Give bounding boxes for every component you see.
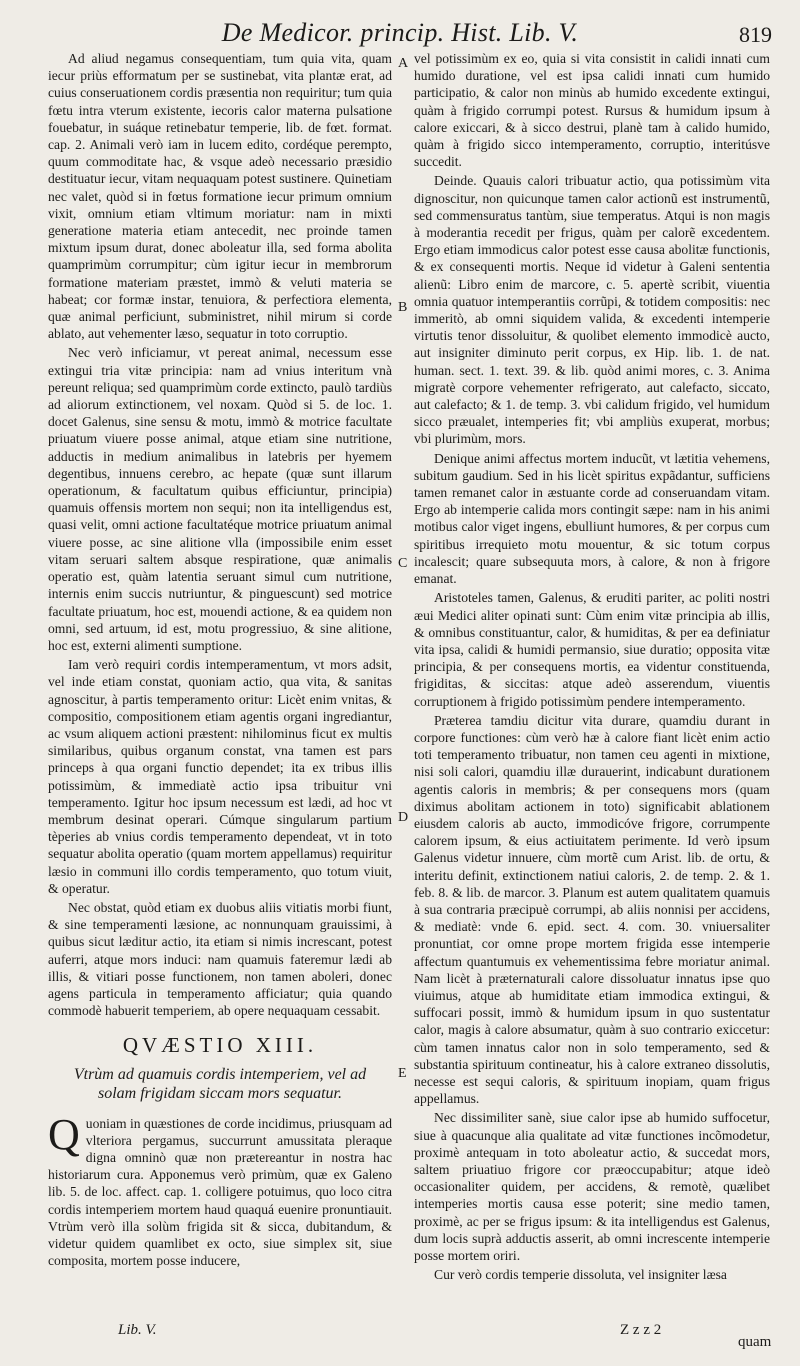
paragraph: Aristoteles tamen, Galenus, & eruditi pariter, ac politi nostri æui Medici aliter opinati sunt: Cùm enim vitæ principia ab illis, & omnibus constituantur, calor, & humiditas, & per ea definiatur vita ipsa, calidi & humidi permansio, siue duratio; opposita vitæ principia, & per consequens mortis, ea videntur constituenda, frigiditas, & siccitas: atque adeò asserendum, viuentis corruptionem à frigido potissimùm pendere intemperamento. — [414, 590, 770, 709]
page-number: 819 — [739, 22, 772, 47]
paragraph: Præterea tamdiu dicitur vita durare, quamdiu durant in corpore functiones: cùm verò hæ à calore fiant licèt enim actio toti temperamento tribuatur, non tamen ceu agenti in mixtione, nisi soli calori, quamdiu illæ durauerint, indicabunt durationem agentis caloris in membris; & per consequens mors (quam diximus abolitam actionem in toto) significabit ablationem eiusdem caloris ab aucto, immodicóve frigore, corrumpente calorem ipsum, & eius actiuitatem perimente. Id verò ipsum Galenus videtur innuere, cùm mortẽ cum Arist. lib. de ortu, & interitu definit, extinctionem natiui caloris, 2. de temp. 2. & 1. feb. 8. & lib. de marcor. 3. Planum est autem qualitatem quamuis à sua contraria præcipuè corrumpi, ab aliis nonnisi per accidens, & mediatè: vnde 6. epid. sect. 4. com. 30. vniuersaliter pronuntiat, cor omne prope mortem frigida esse intemperie affectum quantumuis ex vehementissima febre moriatur animal. Nam licèt à præternaturali calore dissoluatur innatus ipse quo viuimus, atque ab humiditate etiam immodica extingui, & suffocari possit, immò & humidum ipsum in quo sustentatur calor, magis à calore absumatur, quàm à suo contrario exiccetur: cùm tamen innatus calor non in solo temperamento, sed & substantia spirituum contineatur, his à calore extraneo dissolutis, necesse est sequi caloris, & spirituum inopiam, quam frigus appellamus. — [414, 712, 770, 1107]
paragraph: Nec verò inficiamur, vt pereat animal, necessum esse extingui tria vitæ principia: nam ad vnius interitum vnà pereunt reliqua; sed quamprimùm corde extincto, paulò tardiùs ad aliorum extinctionem, vel noxam. Quòd si 5. de loc. 1. docet Galenus, sine sensu & motu, immò & motrice facultate priuatum viuere posse animal, atque etiam sine nutritione, adductis in medium animalibus in latebris per hyemem degentibus, innuens cerebro, ac hepate (quæ sunt illarum operationum, & facultatum quibus efficiuntur, principia) quamuis offensis mortem non sequi; non ita intelligendus est, quasi velit, omni actione facultatéque motrice priuatum animal viuere posse, ac sine alitione vlla (impossibile enim esset vitam seruari saltem absque respiratione, quæ animalis operatio est, quàm latentia seruant simul cum nutritione, internis enim succis nutriuntur, & pinguescunt) sed motrice facultate priuatum, hoc est, mouendi actione, & ea quidem non omni, sed artuum, id est, motu progressiuo, & sine alitione, hoc est, externi alimenti sumptione. — [48, 345, 392, 653]
margin-letter-a: A — [398, 56, 409, 71]
paragraph: Nec dissimiliter sanè, siue calor ipse ab humido suffocetur, siue à quacunque alia qualitate ad vitæ functiones incõmodetur, proximè antequam in toto aboleatur actio, & succedat mors, saltem priuatiuo frigore cor præoccupabitur; atque ideò occasionaliter quidem, per accidens, & remotè, quælibet intemperies mortis causa esse poterit; sine medio tamen, proximè, ac per se frigus ipsum: & ita intelligendus est Galenus, dum locis suprà adductis asserit, ab omni increscente intemperie posse mortem oriri. — [414, 1110, 770, 1264]
paragraph: Iam verò requiri cordis intemperamentum, vt mors adsit, vel inde etiam constat, quoniam actio, qua vita, & sanitas agnoscitur, à partis temperamento oritur: Licèt enim vnitas, & compositio, compositionem etiam agentis organi ingrediantur, ac vsum aliquem actioni præstent: nihilominus ficut ex multis similaribus, quibus organum constat, vna tamen est pars princeps à qua organi functio dependet; ita ex tribus illis potissimùm, & immediatè actio ipsa tribuitur vni temperamento. Igitur hoc ipsum necessum est lædi, ad hoc vt membrum desinat operari. Cúmque singularum partium tèperies ab vnius cordis temperamento dependeat, vt in toto sequatur abolita operatio (quam mortem appellamus) requiritur læsio in communi illo cordis temperamento, quo totum viuit, & operatur. — [48, 657, 392, 896]
left-column — [48, 50, 392, 1271]
margin-letter-c: C — [398, 556, 408, 571]
drop-cap: Q — [48, 1109, 80, 1159]
question-paragraph-text: uoniam in quæstiones de corde incidimus, priusquam ad vlteriora pergamus, succurrunt amussitata pleraque digna omninò quæ non prætereantur in nostra hac historiarum cura. Apponemus verò primùm, quæ ex Galeno lib. 5. de loc. affect. cap. 1. colligere potuimus, quo loco citra cordis intemperiem mortem haud quaquá euenire pronuntiauit. Vtrùm verò illa solùm frigida sit & sicca, dubitandum, & videtur quidem quamlibet ex octo, siue simplex sit, siue composita, mortem posse inducere, — [48, 1115, 392, 1269]
margin-letter-b: B — [398, 300, 408, 315]
footer-signature: Z z z 2 — [620, 1322, 662, 1338]
footer-book-label: Lib. V. — [118, 1322, 157, 1338]
question-subtitle: Vtrùm ad quamuis cordis intemperiem, vel ad solam frigidam siccam mors sequatur. — [73, 1065, 367, 1102]
margin-letter-e: E — [398, 1066, 407, 1081]
running-header: De Medicor. princip. Hist. Lib. V. — [221, 18, 579, 47]
paragraph: Denique animi affectus mortem inducũt, vt lætitia vehemens, subitum gaudium. Sed in his licèt spiritus expãdantur, sufficiens tamen remanet calor in æstuante corde ad conseruandam vitam. Ergo ab intemperie calida mors contingit sæpe: nam in his animi motibus calor viget ingens, ebulliunt humores, & per corpus cum spiritibus irrequieto motu mouentur, & sic totum corpus incalescit; quare subsequuta mors, à calore, & non à frigore emanat. — [414, 450, 770, 587]
question-title: QVÆSTIO XIII. — [122, 1033, 318, 1058]
margin-letter-d: D — [398, 810, 409, 825]
paragraph: vel potissimùm ex eo, quia si vita consistit in calidi innati cum humido duratione, vel est ipsa calidi innati cum humido participatio, & calor non minùs ab humido excedente extingui, quàm à frigido corrumpi potest. Rursus & humidum ipsum à calore exiccari, & à sicco destrui, planè tam à calido humido, quàm à frigido sicco intemperamento, corruptio, interitúsve succedit. — [414, 51, 770, 170]
paragraph: Cur verò cordis temperie dissoluta, vel insigniter læsa — [434, 1267, 727, 1283]
question-paragraph — [48, 1109, 392, 1270]
paragraph: Ad aliud negamus consequentiam, tum quia vita, quam iecur priùs efformatum per se sustinebat, vita plantæ erat, ad cuius conseruationem cordis præsentia non requiritur; tum quia fœtu intra vterum existente, iecoris calor materna pulsatione fouebatur, in suáque retinebatur temperie, lib. de fœt. format. cap. 2. Animali verò iam in lucem edito, cordéque perempto, quum commoditate hac, & vsque adeò necessario præsidio destituatur iecur, vitam nequaquam potest sustinere. Quinetiam nec valet, quòd si in fœtus formatione iecur primum omnium vixit, omnium etiam vltimum moriatur: nam in mixti generatione materia etiam antecedit, nec proinde tamen mixtum ipsum durat, donec aboleatur illa, sed forma abolita quamprimùm corrumpitur; cùm igitur iecur in membrorum formatione materiam præstet, immò & veluti materia se habeat; cor formæ instar, tenuiora, & perfectiora elementa, quæ animal perficiunt, subministret, nihil mirum si corde ablato, aut vehementer læso, sequatur in toto corruptio. — [48, 51, 392, 342]
paragraph: Deinde. Quauis calori tribuatur actio, qua potissimùm vita dignoscitur, non quicunque tamen calor actionũ est instrumentũ, sed commensuratus tantùm, siue temperatus. Atqui is non magis à moderantia recedit per frigus, quàm per calorẽ excedentem. Ergo etiam immodicus calor potest esse causa abolitæ functionis, & ex consequenti mortis. Neque id videtur à Galeni sententia alienũ: Libro enim de marcore, c. 5. apertè scribit, viuentia omnia quatuor intemperantiis corrũpi, & totidem compositis: nec immeritò, ab omni siquidem valida, & excedenti intemperie virtutis tenor dissoluitur, & quolibet elemento immodicè aucto, aut insigniter diminuto perit corpus, ex Hip. lib. 1. de nat. human. sect. 1. text. 39. & lib. quòd animi mores, c. 3. Anima migratè corpore vehementer refrigerato, aut calefacto, siccato, aut calefacto; & 1. de temp. 3. vbi calidum frigido, vel humidum sicco præualet, intemperies fit; vbi ampliùs exuperat, morbus; vbi plurimùm, mors. — [414, 173, 770, 447]
right-column — [414, 50, 770, 1285]
paragraph: Nec obstat, quòd etiam ex duobus aliis vitiatis morbi fiunt, & sine temperamenti læsione, ac nonnunquam grauissimi, à quibus sicut læditur actio, ita etiam si nimis increscant, potest auferri, atque mors induci: nam quamuis fateremur lædi ab illis, & vitiari posse functionem, non tamen aboleri, donec agens particula in temperamento afficiatur; quia quando commodè habuerit temperiem, ab opere nequaquam cessabit. — [48, 899, 392, 1019]
footer-catchword: quam — [738, 1334, 772, 1350]
